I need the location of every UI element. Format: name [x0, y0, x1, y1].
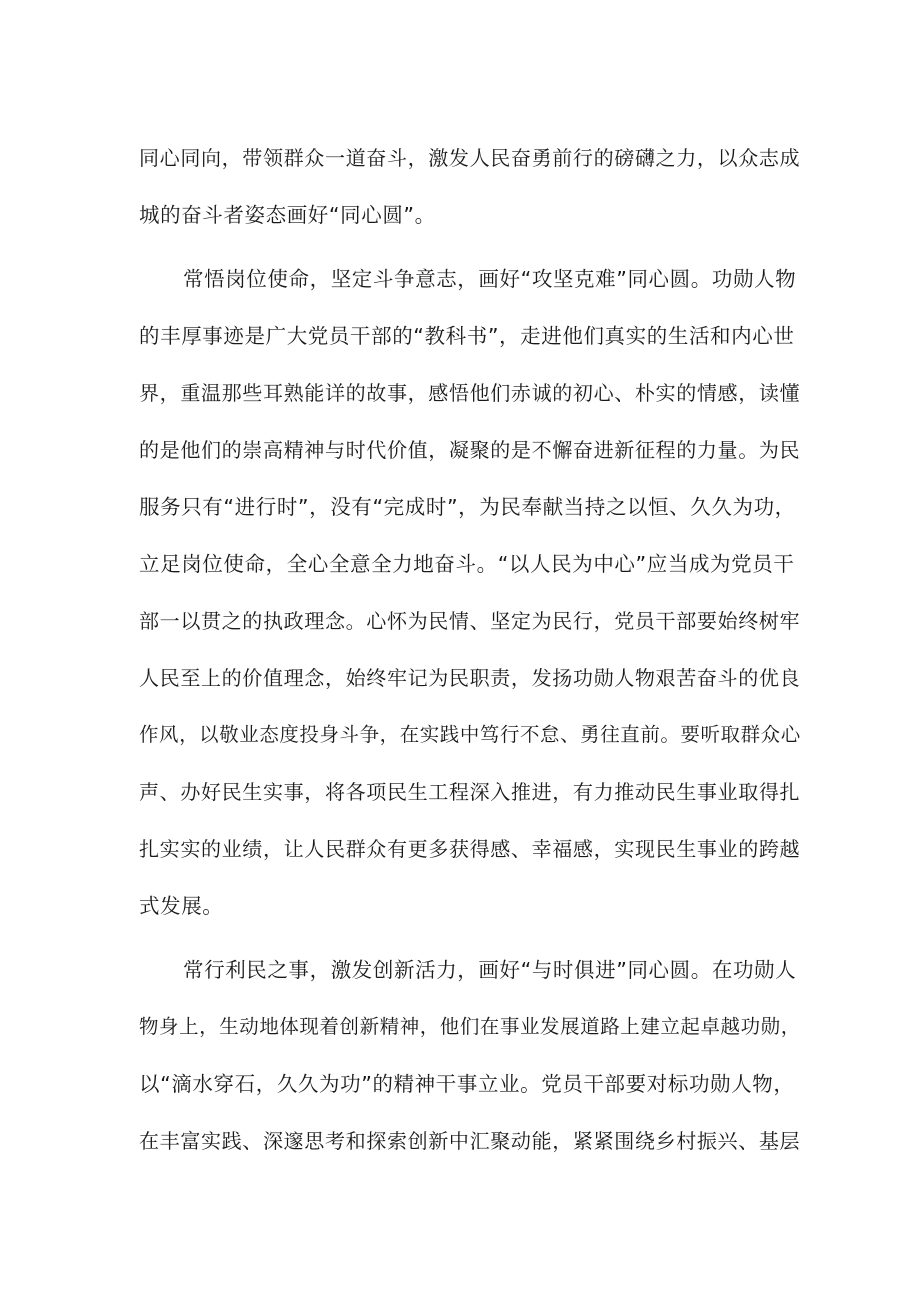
text-line: 作风，以敬业态度投身斗争，在实践中笃行不怠、勇往直前。要听取群众心	[139, 723, 801, 746]
text-line: 常悟岗位使命，坚定斗争意志，画好“攻坚克难”同心圆。功勋人物	[183, 267, 797, 291]
text-line: 城的奋斗者姿态画好“同心圆”。	[139, 203, 436, 227]
text-line: 的是他们的崇高精神与时代价值，凝聚的是不懈奋进新征程的力量。为民	[139, 438, 801, 462]
text-line: 立足岗位使命，全心全意全力地奋斗。“以人民为中心”应当成为党员干	[139, 552, 795, 576]
text-line: 扎实实的业绩，让人民群众有更多获得感、幸福感，实现民生事业的跨越	[139, 837, 801, 861]
text-line: 人民至上的价值理念，始终牢记为民职责，发扬功勋人物艰苦奋斗的优良	[139, 666, 801, 690]
text-line: 界，重温那些耳熟能详的故事，感悟他们赤诚的初心、朴实的情感，读懂	[139, 381, 801, 405]
text-line: 式发展。	[139, 894, 224, 918]
text-line: 在丰富实践、深邃思考和探索创新中汇聚动能，紧紧围绕乡村振兴、基层	[139, 1129, 801, 1153]
text-line: 服务只有“进行时”，没有“完成时”，为民奉献当持之以恒、久久为功，	[139, 495, 796, 519]
text-line: 常行利民之事，激发创新活力，画好“与时俱进”同心圆。在功勋人	[183, 958, 797, 982]
text-line: 部一以贯之的执政理念。心怀为民情、坚定为民行，党员干部要始终树牢	[139, 609, 801, 633]
text-line: 物身上，生动地体现着创新精神，他们在事业发展道路上建立起卓越功勋，	[139, 1015, 801, 1038]
text-line: 以“滴水穿石，久久为功”的精神干事立业。党员干部要对标功勋人物，	[139, 1072, 795, 1096]
text-line: 的丰厚事迹是广大党员干部的“教科书”，走进他们真实的生活和内心世	[139, 324, 795, 348]
text-line: 声、办好民生实事，将各项民生工程深入推进，有力推动民生事业取得扎	[139, 780, 801, 804]
text-line: 同心同向，带领群众一道奋斗，激发人民奋勇前行的磅礴之力，以众志成	[139, 146, 801, 170]
